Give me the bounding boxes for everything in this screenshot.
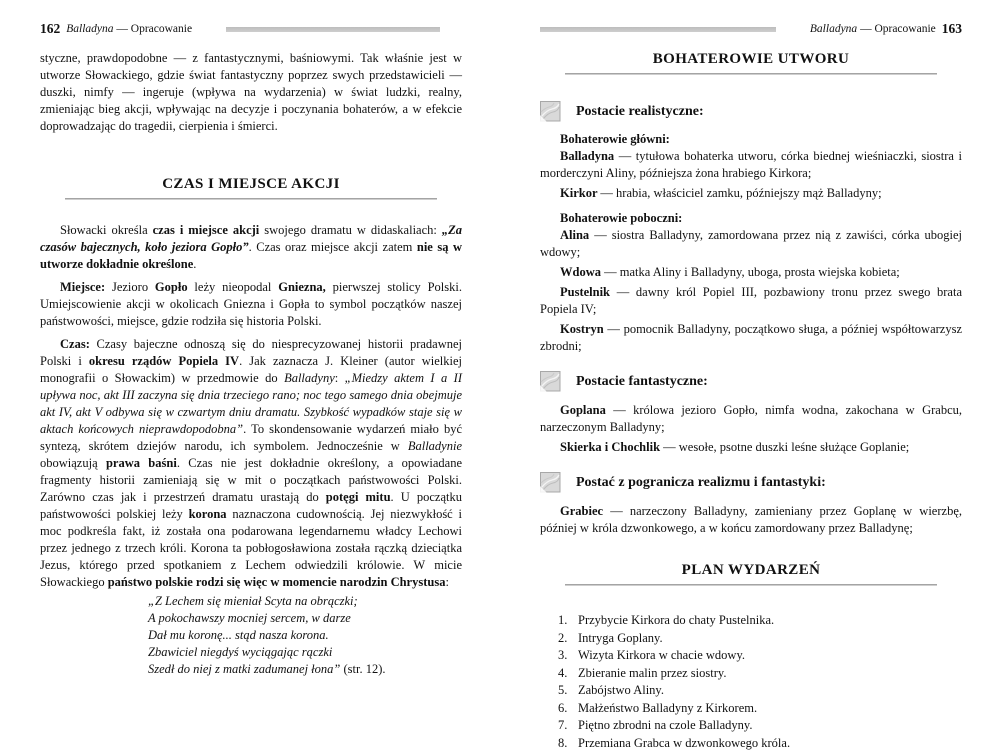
character-desc: — tytułowa bohaterka utworu, córka biednej wieśniaczki, siostra i morderczyni Aliny, późniejsza żona hrabiego Kirkora;	[540, 149, 962, 180]
verse-line: „Z Lechem się mieniał Scyta na obrączki;	[148, 593, 462, 610]
character-entry-grabiec	[540, 503, 962, 537]
subsection-label: Postacie fantastyczne:	[576, 374, 708, 390]
event-item	[558, 717, 962, 734]
event-text: Przemiana Grabca w dzwonkowego króla.	[578, 735, 962, 751]
page-number: 163	[942, 21, 962, 37]
section-heading-label: CZAS I MIEJSCE AKCJI	[162, 176, 340, 192]
character-name: Grabiec	[560, 504, 610, 518]
running-title-suffix: — Opracowanie	[860, 23, 936, 35]
verse-block	[148, 593, 462, 678]
event-item	[558, 647, 962, 664]
page-right	[500, 0, 1000, 712]
character-desc: — hrabia, właściciel zamku, późniejszy mąż Balladyny;	[600, 186, 881, 200]
character-name: Kostryn	[560, 322, 607, 336]
subsection-fantastic-body	[540, 402, 962, 456]
character-entry-balladyna	[540, 148, 962, 182]
event-number: 6.	[558, 700, 578, 717]
subsection-realistic-body	[540, 132, 962, 355]
section-rule	[65, 198, 436, 200]
character-desc: — siostra Balladyny, zamordowana przez nią z zawiści, córka ubogiej wdowy;	[540, 228, 962, 259]
character-desc: — wesołe, psotne duszki leśne służące Goplanie;	[663, 440, 909, 454]
verse-page-reference: (str. 12).	[343, 662, 385, 676]
character-entry-goplana	[540, 402, 962, 436]
section-rule	[565, 73, 936, 75]
subsection-label: Postacie realistyczne:	[576, 104, 704, 120]
event-number: 5.	[558, 682, 578, 699]
paragraph-miejsce: Miejsce: Jezioro Gopło leży nieopodal Gniezna, pierwszej stolicy Polski. Umiejscowienie akcji w okolicach Gniezna i Gopła to symbol początków naszej państwowości, miejsce, gdzie rodziła się historia Polski.	[40, 279, 462, 330]
character-desc: — matka Aliny i Balladyny, uboga, prosta wiejska kobieta;	[604, 265, 900, 279]
event-number: 3.	[558, 647, 578, 664]
character-name: Goplana	[560, 403, 613, 417]
page-number: 162	[40, 21, 60, 37]
event-item	[558, 612, 962, 629]
character-name: Balladyna	[560, 149, 619, 163]
header-rule-bar	[540, 27, 776, 32]
character-name: Pustelnik	[560, 285, 617, 299]
event-text: Zbieranie malin przez siostry.	[578, 665, 962, 682]
event-text: Intryga Goplany.	[578, 630, 962, 647]
section-heading-plan	[540, 561, 962, 586]
page-left	[0, 0, 500, 712]
running-header-left	[40, 22, 462, 36]
marble-square-icon	[540, 371, 561, 392]
event-item	[558, 735, 962, 751]
character-desc: — pomocnik Balladyny, początkowo sługa, a później współtowarzysz zbrodni;	[540, 322, 962, 353]
verse-line: Dał mu koronę... stąd nasza korona.	[148, 627, 462, 644]
verse-line: A pokochawszy mocniej sercem, w darze	[148, 610, 462, 627]
verse-line-last-italic: Szedł do niej z matki zadumanej łona”	[148, 662, 343, 676]
event-text: Przybycie Kirkora do chaty Pustelnika.	[578, 612, 962, 629]
event-text: Wizyta Kirkora w chacie wdowy.	[578, 647, 962, 664]
subsection-realistic-title	[540, 101, 962, 122]
continuation-paragraph: styczne, prawdopodobne — z fantastycznymi, baśniowymi. Tak właśnie jest w utworze Słowackiego, gdzie świat fantastyczny poprzez swych przedstawicieli — duszki, nimfy — ingeruje (wpływa na wydarzenia) w świat ludzki, realny, zmieniając bieg akcji, wpływając na decyzje i poczynania bohaterów, a w efekcie doprowadzając do tragedii, cierpienia i śmierci.	[40, 50, 462, 135]
character-desc: — królowa jezioro Gopło, nimfa wodna, zakochana w Grabcu, narzeczonym Balladyny;	[540, 403, 962, 434]
marble-square-icon	[540, 472, 561, 493]
subsection-fantastic-title	[540, 371, 962, 392]
book-title: Balladyna	[66, 23, 113, 35]
character-entry-wdowa	[540, 264, 962, 281]
subsection-borderline-body	[540, 503, 962, 537]
character-desc: — narzeczony Balladyny, zamieniany przez Goplanę w wierzbę, później w króla dzwonkowego, a w końcu zamordowany przez Balladynę;	[540, 504, 962, 535]
section-rule	[565, 584, 936, 586]
event-number: 1.	[558, 612, 578, 629]
running-title	[810, 23, 936, 35]
character-desc: — dawny król Popiel III, pozbawiony tronu przez swego brata Popiela IV;	[540, 285, 962, 316]
event-number: 2.	[558, 630, 578, 647]
subsection-label: Postać z pogranicza realizmu i fantastyki:	[576, 475, 826, 491]
character-entry-skierka-chochlik	[540, 439, 962, 456]
event-text: Piętno zbrodni na czole Balladyny.	[578, 717, 962, 734]
group-label-side: Bohaterowie poboczni:	[540, 211, 962, 226]
event-text: Zabójstwo Aliny.	[578, 682, 962, 699]
paragraph-didaskalia: Słowacki określa czas i miejsce akcji swojego dramatu w didaskaliach: „Za czasów bajecznych, koło jeziora Gopło”. Czas oraz miejsce akcji zatem nie są w utworze dokładnie określone.	[40, 222, 462, 273]
event-item	[558, 665, 962, 682]
subsection-borderline-title	[540, 472, 962, 493]
book-title: Balladyna	[810, 23, 857, 35]
verse-line-last	[148, 661, 462, 678]
header-rule-bar	[226, 27, 440, 32]
verse-line: Zbawiciel niegdyś wyciągając rączki	[148, 644, 462, 661]
event-item	[558, 630, 962, 647]
event-text: Małżeństwo Balladyny z Kirkorem.	[578, 700, 962, 717]
event-number: 8.	[558, 735, 578, 751]
group-label-main: Bohaterowie główni:	[540, 132, 962, 147]
event-number: 4.	[558, 665, 578, 682]
character-entry-kostryn	[540, 321, 962, 355]
character-entry-pustelnik	[540, 284, 962, 318]
section-heading-label: BOHATEROWIE UTWORU	[653, 51, 850, 67]
section-heading-label: PLAN WYDARZEŃ	[682, 562, 821, 578]
running-title-suffix: — Opracowanie	[116, 23, 192, 35]
character-entry-kirkor	[540, 185, 962, 202]
character-name: Wdowa	[560, 265, 604, 279]
character-name: Skierka i Chochlik	[560, 440, 663, 454]
paragraph-czas: Czas: Czasy bajeczne odnoszą się do niesprecyzowanej historii pradawnej Polski i okresu rządów Popiela IV. Jak zaznacza J. Kleiner (autor wielkiej monografii o Słowackim) w przedmowie do Balladyny: „Miedzy aktem I a II upływa noc, akt III zaczyna się dnia trzeciego rano; noc tego samego dnia obejmuje akt IV, akt V odbywa się w czwartym dniu dramatu. Szybkość wypadków staje się w aktach końcowych nieprawdopodobna”. To skondensowanie wydarzeń miało być syntezą, skrótem dziejów narodu, ich symbolem. Jednocześnie w Balladynie obowiązują prawa baśni. Czas nie jest dokładnie określony, a opowiadane fragmenty historii zamieniają się w mit o początkach państwowości Polski. Zarówno czas jak i przestrzeń dramatu urastają do potęgi mitu. U początku państwowości polskiej leży korona naznaczona cudownością. Jej niezwykłość i moc podkreśla fakt, iż została ona podarowana legendarnemu władcy Lechowi przez jednego z trzech króli. Korona ta pobłogosławiona została rączką dzieciątka Jezus, którego przed spotkaniem z Lechem odwiedzili królowie. W micie Słowackiego państwo polskie rodzi się więc w momencie narodzin Chrystusa:	[40, 336, 462, 591]
running-title	[66, 23, 192, 35]
events-list	[540, 612, 962, 751]
running-header-right	[540, 22, 962, 36]
event-number: 7.	[558, 717, 578, 734]
section-heading-bohaterowie	[540, 50, 962, 75]
event-item	[558, 682, 962, 699]
character-entry-alina	[540, 227, 962, 261]
marble-square-icon	[540, 101, 561, 122]
character-name: Kirkor	[560, 186, 600, 200]
event-item	[558, 700, 962, 717]
section-heading-czas-i-miejsce	[40, 175, 462, 200]
character-name: Alina	[560, 228, 594, 242]
